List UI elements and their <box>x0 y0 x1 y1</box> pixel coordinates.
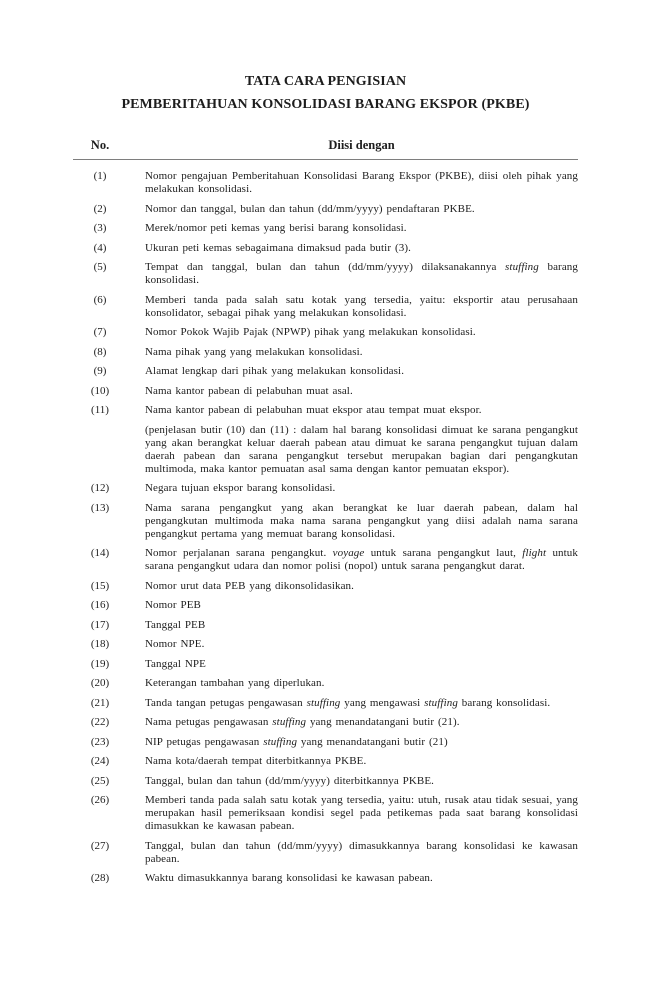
row-description: Nama sarana pengangkut yang akan berangkat ke luar daerah pabean, dalam hal pengangkutan multimoda maka nama sarana pengangkut yang diisi adalah nama sarana pengangkut pertama yang memuat barang konsolidasi. <box>145 501 578 540</box>
row-description: Waktu dimasukkannya barang konsolidasi ke kawasan pabean. <box>145 872 433 884</box>
column-header-diisi-dengan: Diisi dengan <box>328 138 395 152</box>
row-number: (11) <box>91 404 109 416</box>
table-row <box>73 755 578 768</box>
row-description: (penjelasan butir (10) dan (11) : dalam hal barang konsolidasi dimuat ke sarana pengangkut yang akan berangkat keluar daerah pabean atau dimuat ke sarana pengangkut tujuan dalam daerah pabean dan sarana pengangkut tersebut merupakan bagian dari pengangkutan multimoda, maka kantor pemuatan asal sama dengan kantor pemuatan ekspor). <box>145 423 578 475</box>
table-row <box>73 242 578 255</box>
table-row <box>73 502 578 541</box>
table-row <box>73 619 578 632</box>
table-row <box>73 716 578 729</box>
row-description: Nama kantor pabean di pelabuhan muat asal. <box>145 384 353 397</box>
document-title-line1: TATA CARA PENGISIAN <box>244 74 407 89</box>
table-row <box>73 385 578 398</box>
table-row <box>73 638 578 651</box>
row-number: (21) <box>90 696 110 709</box>
table-row <box>73 170 578 196</box>
row-number: (2) <box>93 202 107 215</box>
table-row <box>73 775 578 788</box>
row-description: Memberi tanda pada salah satu kotak yang tersedia, yaitu: utuh, rusak atau tidak sesuai, yang merupakan hasil pemeriksaan kondisi segel pada petikemas pada saat barang konsolidasi dimasukkan ke kawasan pabean. <box>145 794 578 832</box>
row-number: (19) <box>90 657 110 670</box>
row-description: Tanggal, bulan dan tahun (dd/mm/yyyy) dimasukkannya barang konsolidasi ke kawasan pabean. <box>145 839 578 865</box>
row-description: Tanggal, bulan dan tahun (dd/mm/yyyy) diterbitkannya PKBE. <box>145 774 435 787</box>
row-number: (14) <box>90 547 110 559</box>
table-row <box>73 482 578 495</box>
row-description: Ukuran peti kemas sebagaimana dimaksud pada butir (3). <box>145 241 411 254</box>
row-number: (22) <box>90 716 110 728</box>
row-number: (26) <box>90 794 110 806</box>
row-number: (3) <box>93 222 107 234</box>
row-number: (16) <box>90 599 110 611</box>
row-description: Nomor urut data PEB yang dikonsolidasikan. <box>145 579 355 592</box>
row-description: Nama kantor pabean di pelabuhan muat ekspor atau tempat muat ekspor. <box>145 404 482 416</box>
table-row <box>73 326 578 339</box>
table-row <box>73 794 578 833</box>
instruction-rows <box>73 170 578 885</box>
row-description: Nomor pengajuan Pemberitahuan Konsolidasi Barang Ekspor (PKBE), diisi oleh pihak yang melakukan konsolidasi. <box>145 170 578 195</box>
column-header-no: No. <box>90 138 110 152</box>
table-row <box>73 697 578 710</box>
table-row <box>73 222 578 235</box>
table-row <box>73 599 578 612</box>
row-description: Nama kota/daerah tempat diterbitkannya PKBE. <box>145 755 367 767</box>
row-description: Tanggal PEB <box>145 618 206 631</box>
row-number: (23) <box>90 735 110 748</box>
row-description: Alamat lengkap dari pihak yang melakukan konsolidasi. <box>145 365 405 377</box>
row-number: (15) <box>90 579 110 592</box>
row-number <box>73 424 127 476</box>
row-number: (24) <box>90 755 110 767</box>
table-row <box>73 736 578 749</box>
row-description: Nama petugas pengawasan stuffing yang menandatangani butir (21). <box>145 716 460 728</box>
row-description: Memberi tanda pada salah satu kotak yang tersedia, yaitu: eksportir atau perusahaan konsolidator, sebagai pihak yang melakukan konsolidasi. <box>145 293 578 319</box>
header-divider <box>73 159 578 160</box>
row-number: (28) <box>90 872 110 884</box>
row-number: (13) <box>90 501 110 514</box>
row-description: Nomor perjalanan sarana pengangkut. voyage untuk sarana pengangkut laut, flight untuk sarana pengangkut udara dan nomor polisi (nopol) untuk sarana pengangkut darat. <box>145 547 579 572</box>
row-number: (9) <box>93 365 107 377</box>
row-description: Nomor dan tanggal, bulan dan tahun (dd/mm/yyyy) pendaftaran PKBE. <box>145 202 475 215</box>
table-row <box>73 547 578 573</box>
document-title-line2: PEMBERITAHUAN KONSOLIDASI BARANG EKSPOR (PKBE) <box>121 97 530 112</box>
row-description: Keterangan tambahan yang diperlukan. <box>145 677 325 689</box>
row-description: Negara tujuan ekspor barang konsolidasi. <box>145 482 336 494</box>
table-row <box>73 404 578 417</box>
row-description: Nomor PEB <box>145 599 201 611</box>
table-row <box>73 203 578 216</box>
table-row <box>73 294 578 320</box>
table-row <box>73 424 578 476</box>
row-number: (5) <box>93 261 107 273</box>
row-number: (20) <box>90 677 110 689</box>
row-number: (8) <box>93 345 107 358</box>
row-number: (7) <box>93 326 107 338</box>
row-description: Tanda tangan petugas pengawasan stuffing yang mengawasi stuffing barang konsolidasi. <box>145 696 551 709</box>
row-number: (25) <box>90 774 110 787</box>
row-description: NIP petugas pengawasan stuffing yang menandatangani butir (21) <box>145 735 448 748</box>
table-row <box>73 261 578 287</box>
table-header <box>73 138 578 153</box>
row-description: Tanggal NPE <box>145 657 206 670</box>
document-title <box>73 70 578 116</box>
row-number: (27) <box>90 839 110 852</box>
table-row <box>73 677 578 690</box>
row-description: Nomor NPE. <box>145 638 205 650</box>
table-row <box>73 346 578 359</box>
row-number: (10) <box>90 384 110 397</box>
row-description: Nomor Pokok Wajib Pajak (NPWP) pihak yang melakukan konsolidasi. <box>145 326 476 338</box>
row-description: Tempat dan tanggal, bulan dan tahun (dd/mm/yyyy) dilaksanakannya stuffing barang konsolidasi. <box>145 261 578 286</box>
table-row <box>73 658 578 671</box>
table-row <box>73 872 578 885</box>
row-number: (6) <box>93 293 107 306</box>
row-number: (17) <box>90 618 110 631</box>
table-row <box>73 580 578 593</box>
row-number: (12) <box>90 482 110 494</box>
row-description: Merek/nomor peti kemas yang berisi barang konsolidasi. <box>145 222 407 234</box>
row-description: Nama pihak yang yang melakukan konsolidasi. <box>145 345 363 358</box>
table-row <box>73 840 578 866</box>
row-number: (4) <box>93 241 107 254</box>
row-number: (18) <box>90 638 110 650</box>
row-number: (1) <box>93 170 107 182</box>
table-row <box>73 365 578 378</box>
